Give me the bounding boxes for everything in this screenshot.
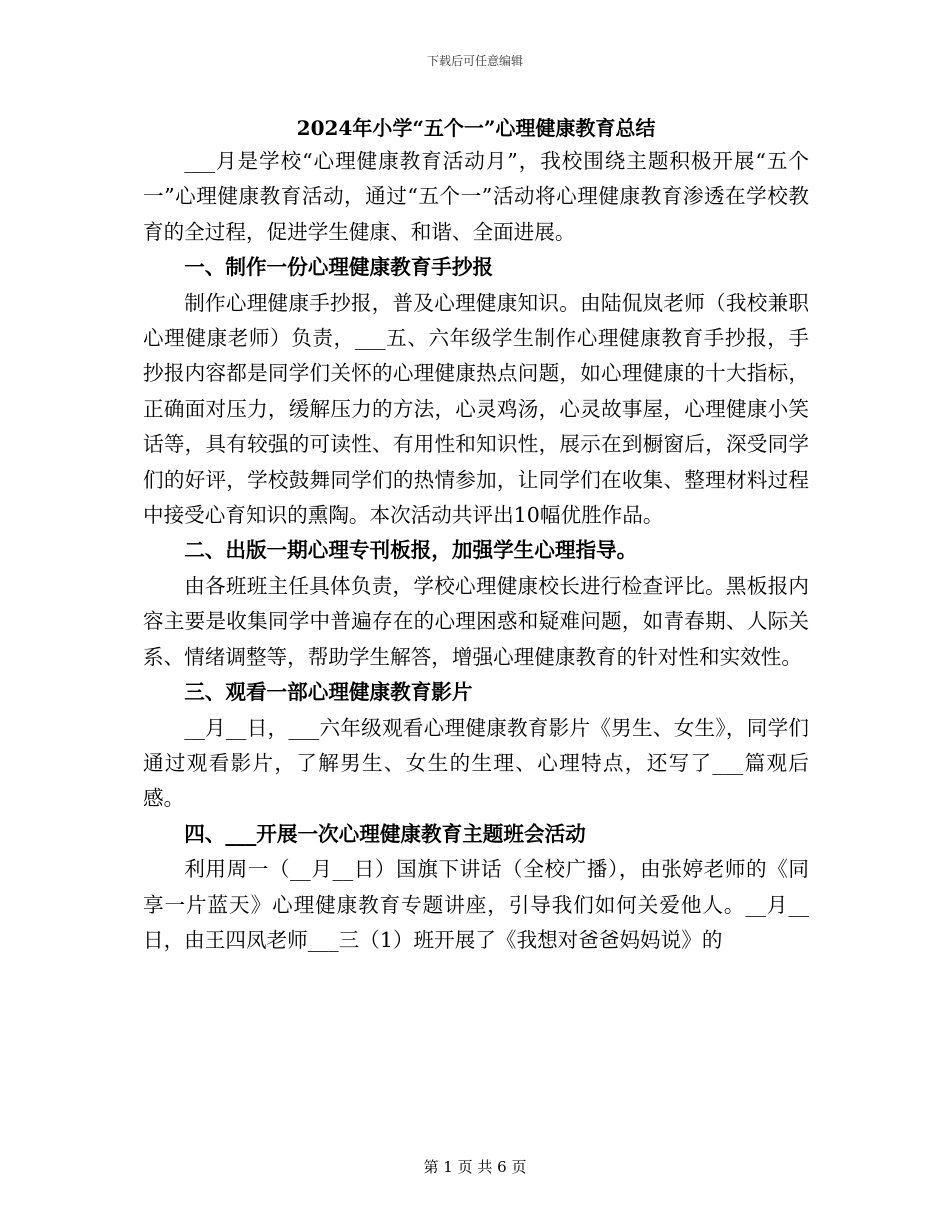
document-body (143, 112, 809, 958)
page-indicator: 第 1 页 共 6 页 (423, 1158, 527, 1176)
section-heading-3: 三、观看一部心理健康教育影片 (184, 680, 473, 705)
section-heading-4: 四、___开展一次心理健康教育主题班会活动 (184, 821, 586, 846)
section-heading-2: 二、出版一期心理专刊板报，加强学生心理指导。 (184, 538, 638, 563)
section-body-3: __月__日，___六年级观看心理健康教育影片《男生、女生》，同学们通过观看影片，了解男生、女生的生理、心理特点，还写了___篇观后感。 (143, 715, 809, 811)
section-heading-1: 一、制作一份心理健康教育手抄报 (184, 255, 494, 280)
document-title: 2024年小学“五个一”心理健康教育总结 (296, 116, 656, 140)
header-note: 下载后可任意编辑 (426, 54, 523, 68)
intro-paragraph: ___月是学校“心理健康教育活动月”，我校围绕主题积极开展“五个一”心理健康教育活动，通过“五个一”活动将心理健康教育渗透在学校教育的全过程，促进学生健康、和谐、全面进展。 (143, 149, 809, 244)
section-body-1: 制作心理健康手抄报，普及心理健康知识。由陆侃岚老师（我校兼职心理健康老师）负责，___五、六年级学生制作心理健康教育手抄报，手抄报内容都是同学们关怀的心理健康热点问题，如心理健康的十大指标，正确面对压力，缓解压力的方法，心灵鸡汤，心灵故事屋，心理健康小笑话等，具有较强的可读性、有用性和知识性，展示在到橱窗后，深受同学们的好评，学校鼓舞同学们的热情参加，让同学们在收集、整理材料过程中接受心育知识的熏陶。本次活动共评出10幅优胜作品。 (143, 290, 809, 528)
section-body-4: 利用周一（__月__日）国旗下讲话（全校广播），由张婷老师的《同享一片蓝天》心理健康教育专题讲座，引导我们如何关爱他人。__月__日，由王四凤老师___三（1）班开展了《我想对爸爸妈妈说》的 (143, 857, 809, 952)
section-body-2: 由各班班主任具体负责，学校心理健康校长进行检查评比。黑板报内容主要是收集同学中普遍存在的心理困惑和疑难问题，如青春期、人际关系、情绪调整等，帮助学生解答，增强心理健康教育的针对性和实效性。 (143, 573, 809, 669)
